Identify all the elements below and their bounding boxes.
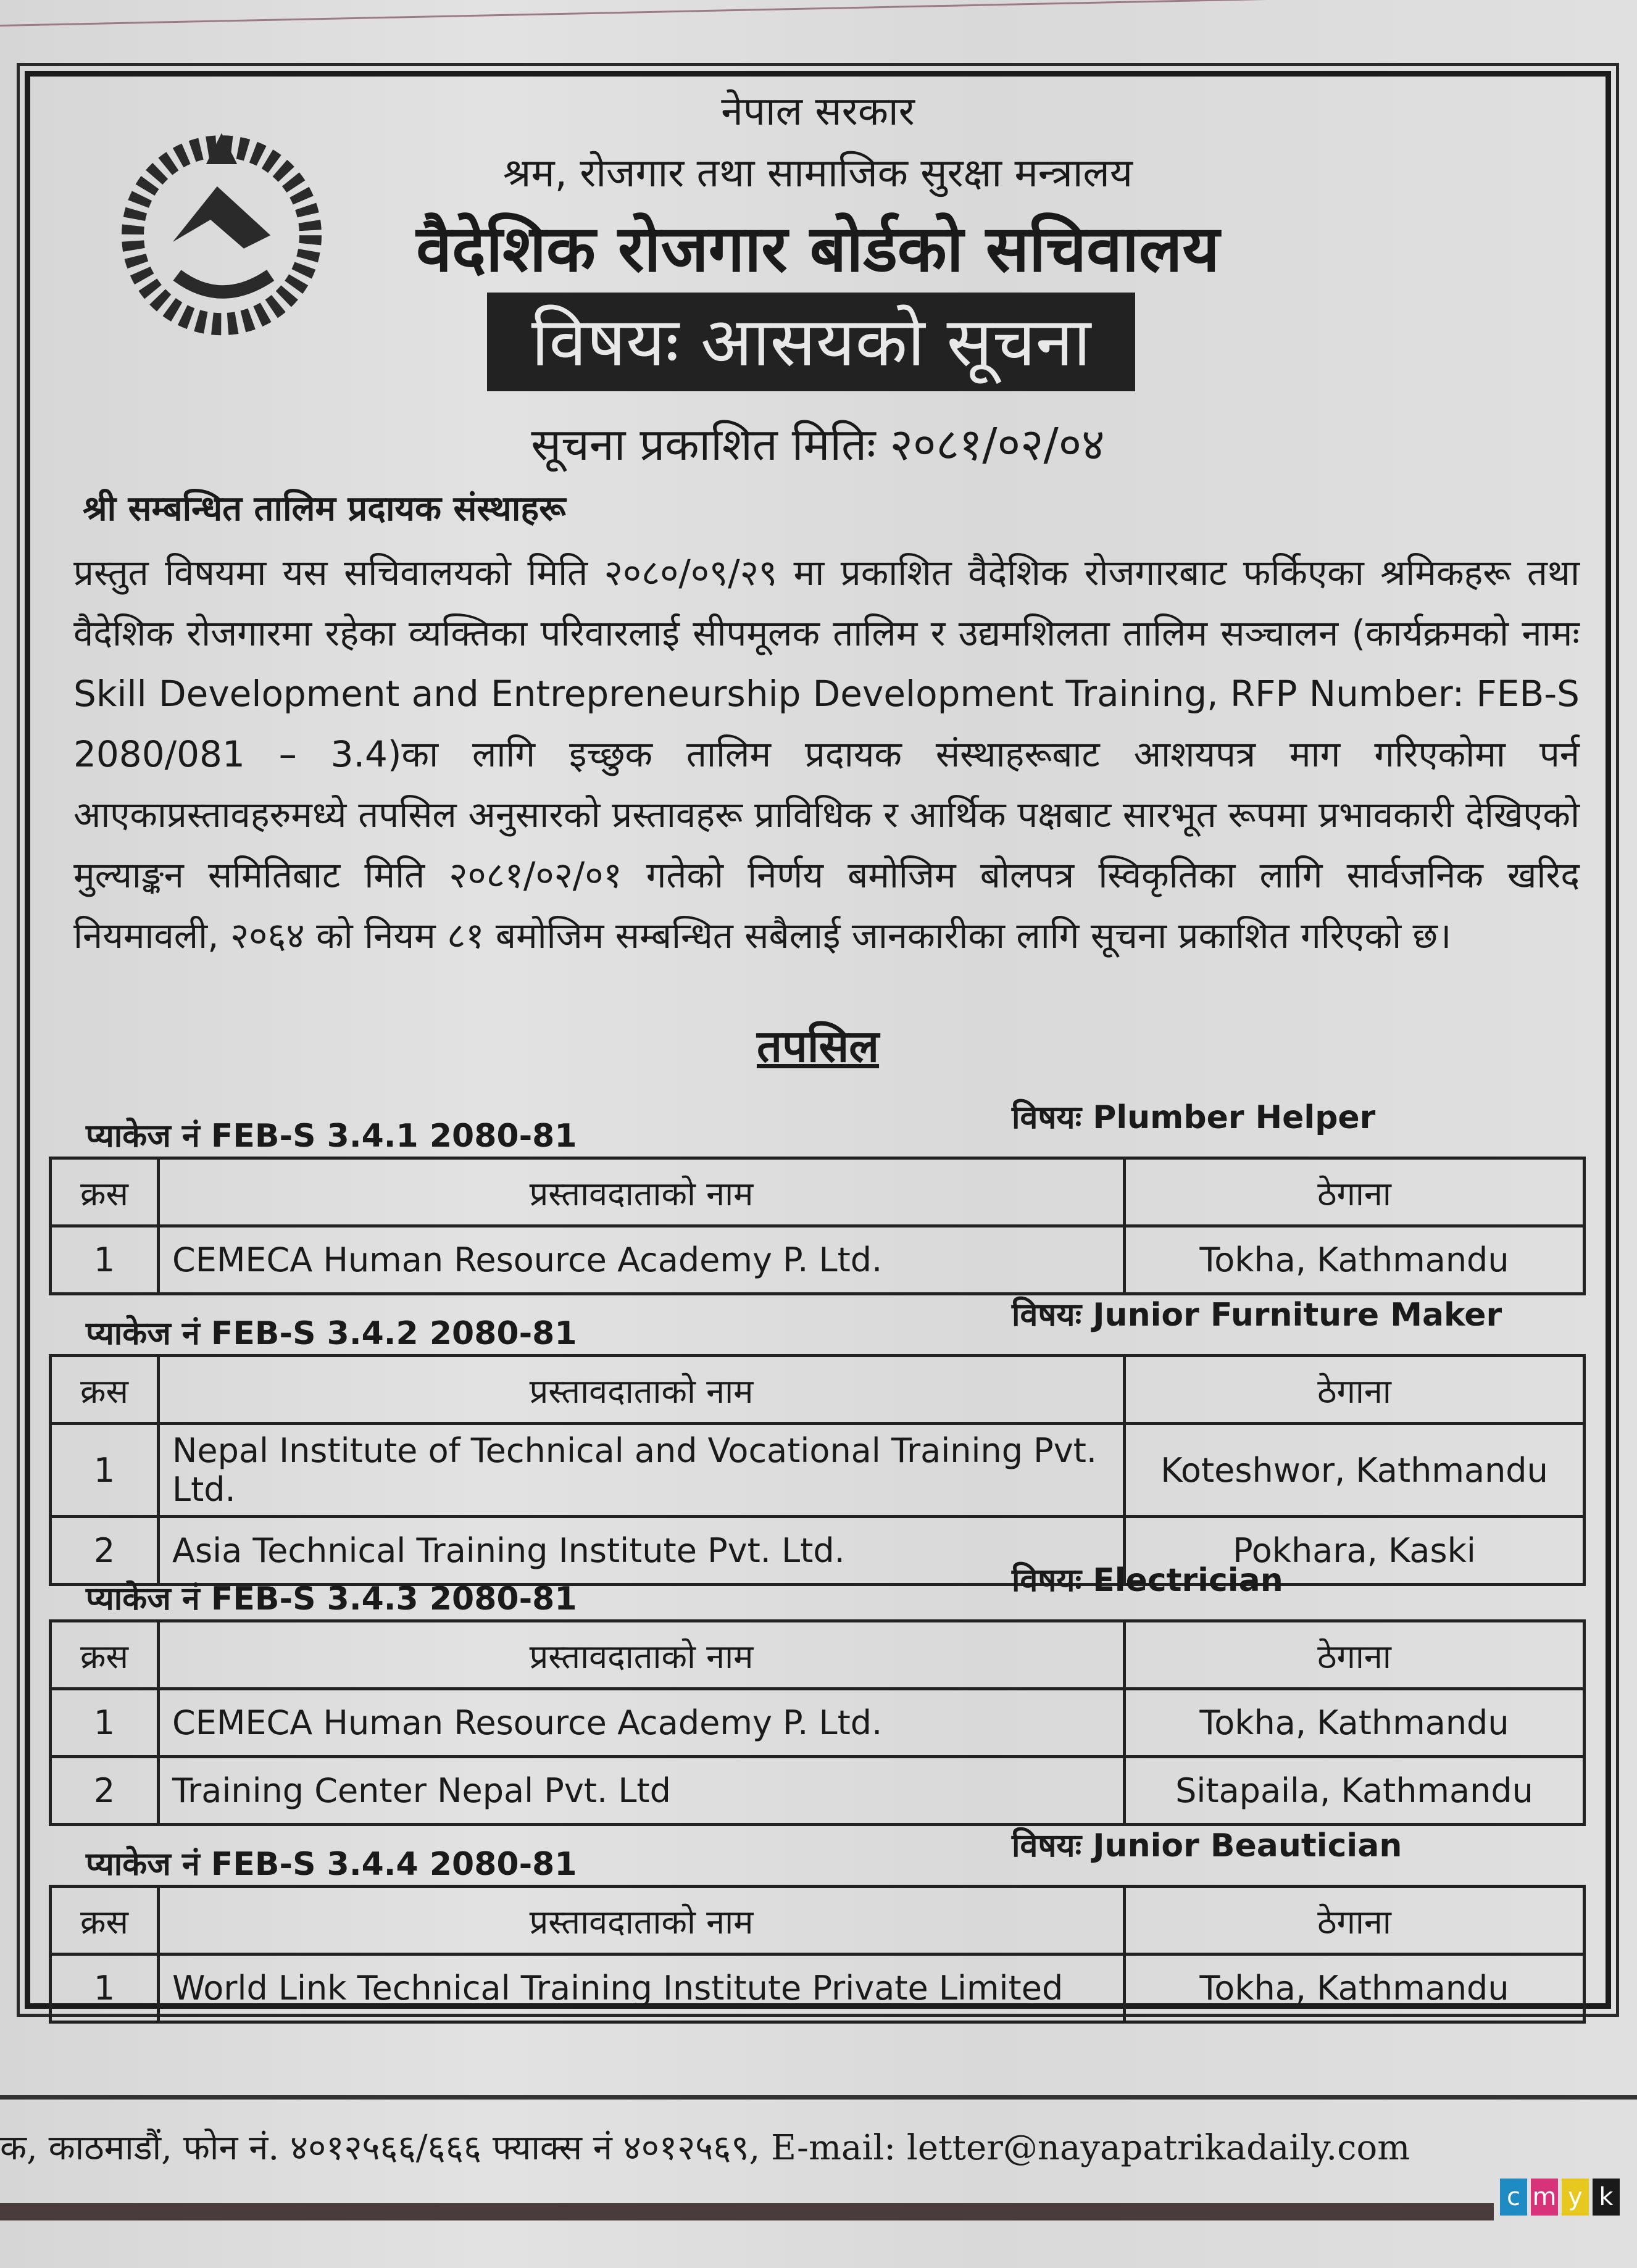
table-row: [51, 1757, 1585, 1825]
table-header-row: [51, 1887, 1585, 1954]
proposer-table: [49, 1157, 1586, 1295]
government-title: नेपाल सरकार: [721, 89, 915, 135]
cell-name: Asia Technical Training Institute Pvt. Ltd.: [159, 1517, 1125, 1585]
proposer-table: [49, 1885, 1586, 2024]
header-sn: क्रस: [51, 1356, 159, 1424]
cell-sn: 1: [51, 1689, 159, 1757]
package-section: [49, 1551, 1586, 1826]
notice-frame: [25, 71, 1611, 2009]
package-section: [49, 1817, 1586, 2024]
table-row: [51, 1424, 1585, 1517]
notice-subject: विषयः आसयको सूचना: [487, 293, 1135, 391]
package-subject: विषयः Junior Beautician: [1012, 1827, 1402, 1864]
cell-sn: 1: [51, 1424, 159, 1517]
cell-address: Tokha, Kathmandu: [1125, 1689, 1585, 1757]
cell-name: CEMECA Human Resource Academy P. Ltd.: [159, 1226, 1125, 1294]
package-section: [49, 1286, 1586, 1586]
cell-sn: 2: [51, 1517, 159, 1585]
package-number: प्याकेज नं FEB-S 3.4.2 2080-81: [86, 1315, 577, 1352]
header-address: ठेगाना: [1125, 1356, 1585, 1424]
package-subject: विषयः Plumber Helper: [1012, 1099, 1376, 1136]
cell-address: Sitapaila, Kathmandu: [1125, 1757, 1585, 1825]
cmyk-cyan-mark: c: [1500, 2179, 1527, 2216]
table-header-row: [51, 1356, 1585, 1424]
cmyk-yellow-mark: y: [1562, 2179, 1589, 2216]
package-number: प्याकेज नं FEB-S 3.4.3 2080-81: [86, 1581, 577, 1618]
proposer-table: [49, 1619, 1586, 1826]
newspaper-contact-footer: क, काठमाडौं, फोन नं. ४०१२५६६/६६६ फ्याक्स नं ४०१२५६९, E-mail: letter@nayapatrikadaily.com: [0, 2128, 1410, 2168]
table-row: [51, 1226, 1585, 1294]
publish-date: सूचना प्रकाशित मितिः २०८१/०२/०४: [531, 418, 1105, 470]
header-address: ठेगाना: [1125, 1621, 1585, 1689]
header-address: ठेगाना: [1125, 1158, 1585, 1226]
package-section: [49, 1089, 1586, 1295]
cell-address: Pokhara, Kaski: [1125, 1517, 1585, 1585]
notice-body: प्रस्तुत विषयमा यस सचिवालयको मिति २०८०/०९/२९ मा प्रकाशित वैदेशिक रोजगारबाट फर्किएका श्रमिकहरू तथा वैदेशिक रोजगारमा रहेका व्यक्तिका परिवारलाई सीपमूलक तालिम र उद्यमशिलता तालिम सञ्चालन (कार्यक्रमको नामः Skill Development and Entrepreneurship Development Training, RFP Number: FEB-S 2080/081 – 3.4)का लागि इच्छुक तालिम प्रदायक संस्थाहरूबाट आशयपत्र माग गरिएकोमा पर्न आएकाप्रस्तावहरुमध्ये तपसिल अनुसारको प्रस्तावहरू प्राविधिक र आर्थिक पक्षबाट सारभूत रूपमा प्रभावकारी देखिएको मुल्याङ्कन समितिबाट मिति २०८१/०२/०१ गतेको निर्णय बमोजिम बोलपत्र स्विकृतिका लागि सार्वजनिक खरिद नियमावली, २०६४ को नियम ८१ बमोजिम सम्बन्धित सबैलाई जानकारीका लागि सूचना प्रकाशित गरिएको छ।: [73, 552, 1580, 957]
header-name: प्रस्तावदाताको नाम: [159, 1621, 1125, 1689]
cell-address: Tokha, Kathmandu: [1125, 1954, 1585, 2022]
cell-name: Training Center Nepal Pvt. Ltd: [159, 1757, 1125, 1825]
cell-sn: 1: [51, 1226, 159, 1294]
package-subject: विषयः Electrician: [1012, 1562, 1283, 1599]
header-address: ठेगाना: [1125, 1887, 1585, 1954]
package-number: प्याकेज नं FEB-S 3.4.4 2080-81: [86, 1846, 577, 1883]
table-header-row: [51, 1621, 1585, 1689]
ministry-title: श्रम, रोजगार तथा सामाजिक सुरक्षा मन्त्रालय: [503, 151, 1133, 196]
cell-name: World Link Technical Training Institute Private Limited: [159, 1954, 1125, 2022]
header-name: प्रस्तावदाताको नाम: [159, 1158, 1125, 1226]
board-title: वैदेशिक रोजगार बोर्डको सचिवालय: [416, 211, 1220, 286]
tapasil-heading: तपसिल: [756, 1020, 880, 1072]
cell-sn: 1: [51, 1954, 159, 2022]
cmyk-black-mark: k: [1593, 2179, 1620, 2216]
table-row: [51, 1954, 1585, 2022]
page-top-rule: [0, 0, 1636, 27]
cell-name: Nepal Institute of Technical and Vocational Training Pvt. Ltd.: [159, 1424, 1125, 1517]
header-sn: क्रस: [51, 1621, 159, 1689]
header-name: प्रस्तावदाताको नाम: [159, 1356, 1125, 1424]
cell-address: Tokha, Kathmandu: [1125, 1226, 1585, 1294]
cmyk-registration-marks: [1500, 2179, 1620, 2216]
footer-thick-rule: [0, 2203, 1494, 2220]
header-sn: क्रस: [51, 1158, 159, 1226]
cell-name: CEMECA Human Resource Academy P. Ltd.: [159, 1689, 1125, 1757]
table-header-row: [51, 1158, 1585, 1226]
table-row: [51, 1689, 1585, 1757]
header-sn: क्रस: [51, 1887, 159, 1954]
cell-sn: 2: [51, 1757, 159, 1825]
package-number: प्याकेज नं FEB-S 3.4.1 2080-81: [86, 1118, 577, 1155]
header-name: प्रस्तावदाताको नाम: [159, 1887, 1125, 1954]
salutation: श्री सम्बन्धित तालिम प्रदायक संस्थाहरू: [83, 489, 566, 529]
package-subject: विषयः Junior Furniture Maker: [1012, 1297, 1502, 1334]
cmyk-magenta-mark: m: [1531, 2179, 1558, 2216]
footer-rule: [0, 2095, 1637, 2100]
cell-address: Koteshwor, Kathmandu: [1125, 1424, 1585, 1517]
